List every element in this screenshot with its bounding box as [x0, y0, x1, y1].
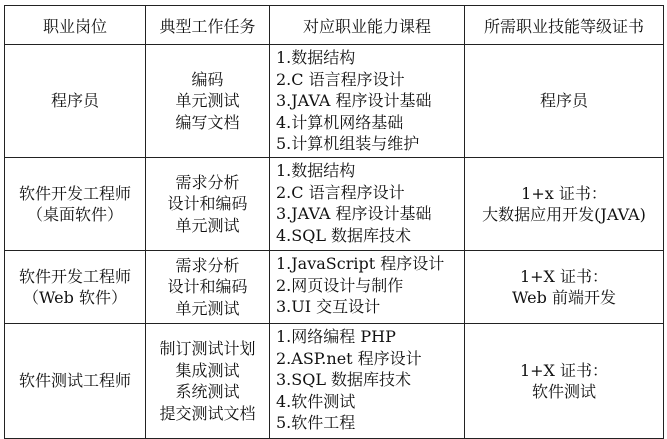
course-line: 1.数据结构 [276, 48, 356, 67]
certificate-cell [465, 45, 664, 158]
curriculum-table [4, 5, 664, 439]
course-line: 2.网页设计与制作 [276, 275, 404, 295]
certificate-cell [465, 324, 664, 439]
course-line: 4.SQL 数据库技术 [276, 225, 412, 245]
header-position: 职业岗位 [5, 6, 146, 45]
certificate-line: 大数据应用开发(JAVA) [482, 205, 646, 224]
certificate-line: 软件测试 [531, 382, 596, 401]
task-line: 设计和编码 [167, 194, 248, 214]
course-line: 2.ASP.net 程序设计 [276, 348, 422, 368]
tasks-cell [146, 158, 270, 251]
certificate-cell [465, 251, 664, 324]
header-certificate: 所需职业技能等级证书 [465, 6, 664, 45]
position-line: 软件测试工程师 [18, 371, 131, 391]
course-line: 1.网络编程 PHP [276, 327, 396, 346]
course-line: 4.软件测试 [276, 391, 356, 411]
tasks-cell [146, 45, 270, 158]
task-line: 集成测试 [175, 360, 240, 380]
position-cell [5, 251, 146, 324]
header-tasks: 典型工作任务 [146, 6, 270, 45]
course-line: 5.计算机组装与维护 [276, 134, 420, 153]
course-line: 3.UI 交互设计 [276, 297, 381, 316]
tasks-cell [146, 324, 270, 439]
certificate-line: 1+x 证书： [521, 183, 607, 203]
courses-cell [270, 324, 465, 439]
course-line: 1.数据结构 [276, 161, 356, 180]
position-cell [5, 45, 146, 158]
position-line: 软件开发工程师 [18, 266, 131, 286]
certificate-line: 1+X 证书： [519, 266, 609, 286]
course-line: 4.计算机网络基础 [276, 112, 404, 132]
table-row [5, 158, 664, 251]
table-row [5, 45, 664, 158]
position-line: （桌面软件） [26, 205, 123, 224]
courses-cell [270, 158, 465, 251]
task-line: 系统测试 [175, 382, 240, 401]
course-line: 1.JavaScript 程序设计 [276, 254, 445, 273]
course-line: 5.软件工程 [276, 413, 356, 432]
courses-cell [270, 45, 465, 158]
position-line: 程序员 [50, 91, 99, 111]
certificate-line: 1+X 证书： [519, 360, 609, 380]
task-line: 单元测试 [175, 91, 240, 111]
certificate-line: Web 前端开发 [512, 288, 616, 307]
course-line: 3.JAVA 程序设计基础 [276, 91, 432, 110]
task-line: 单元测试 [175, 298, 240, 318]
tasks-cell [146, 251, 270, 324]
course-line: 3.JAVA 程序设计基础 [276, 204, 432, 223]
certificate-line: 程序员 [539, 91, 588, 111]
position-line: 软件开发工程师 [18, 183, 131, 203]
task-line: 需求分析 [175, 255, 240, 275]
header-row [5, 6, 664, 45]
table-row [5, 324, 664, 439]
task-line: 需求分析 [175, 172, 240, 192]
header-courses: 对应职业能力课程 [270, 6, 465, 45]
courses-cell [270, 251, 465, 324]
task-line: 制订测试计划 [159, 339, 256, 358]
task-line: 设计和编码 [167, 277, 248, 297]
position-cell [5, 324, 146, 439]
certificate-cell [465, 158, 664, 251]
task-line: 编写文档 [175, 112, 240, 132]
course-line: 2.C 语言程序设计 [276, 69, 405, 89]
task-line: 提交测试文档 [159, 403, 256, 423]
course-line: 2.C 语言程序设计 [276, 182, 405, 202]
position-cell [5, 158, 146, 251]
task-line: 单元测试 [175, 215, 240, 235]
table-row [5, 251, 664, 324]
course-line: 3.SQL 数据库技术 [276, 370, 412, 389]
task-line: 编码 [191, 69, 224, 89]
position-line: （Web 软件） [23, 288, 127, 307]
